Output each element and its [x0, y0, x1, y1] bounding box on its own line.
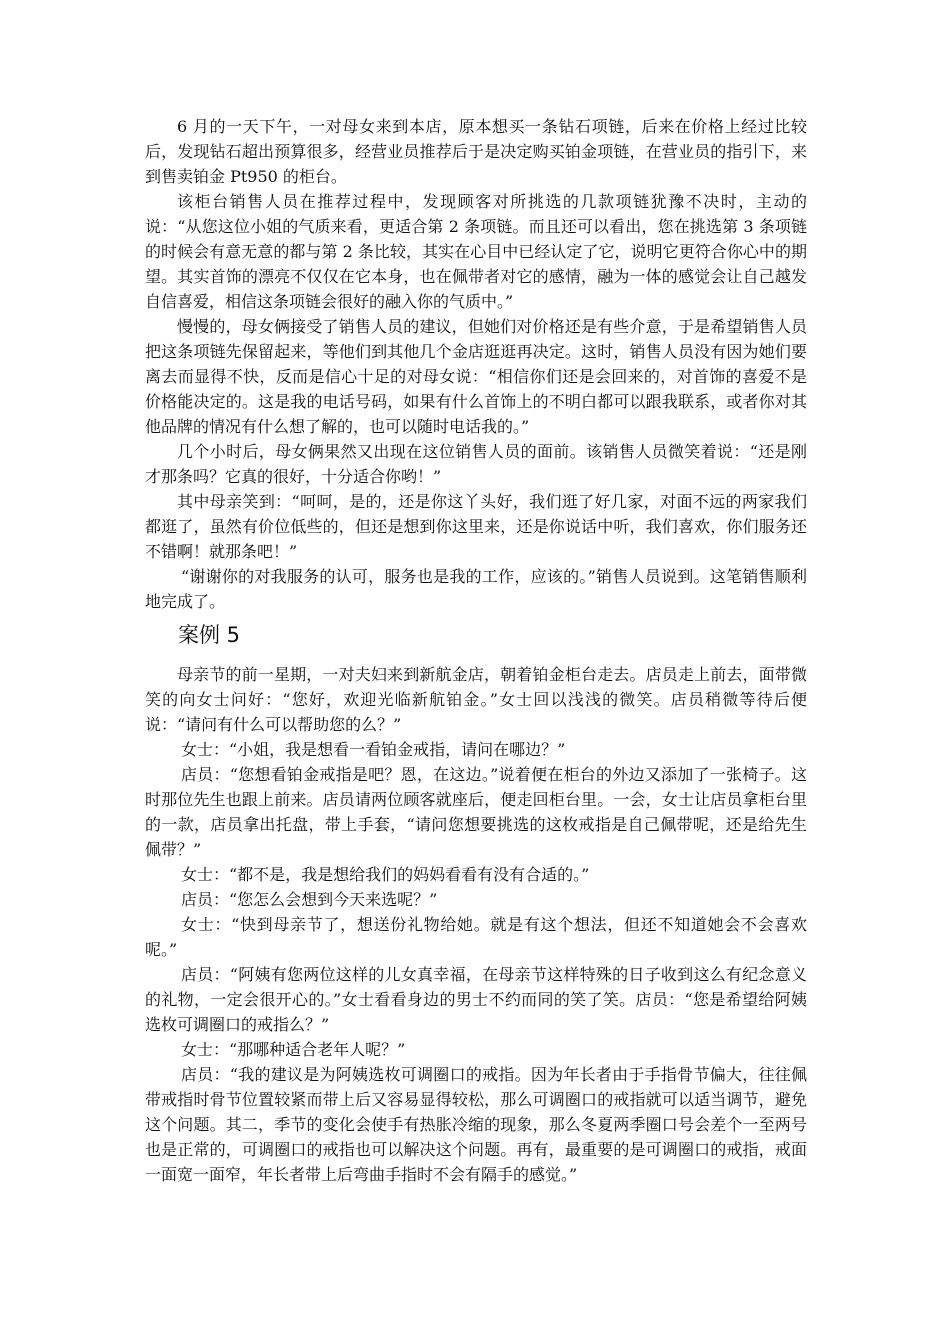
case-heading: 案例 5 — [178, 623, 241, 647]
paragraph-6: “谢谢你的对我服务的认可，服务也是我的工作，应该的。”销售人员说到。这笔销售顺利地完成了。 — [145, 567, 807, 611]
paragraph-3: 慢慢的，母女俩接受了销售人员的建议，但她们对价格还是有些介意，于是希望销售人员把这条项链先保留起来，等他们到其他几个金店逛逛再决定。这时，销售人员没有因为她们要离去而显得不快，反而是信心十足的对母女说：“相信你们还是会回来的，对首饰的喜爱不是价格能决定的。这是我的电话号码，如果有什么首饰上的不明白都可以跟我联系，或者你对其他品牌的情况有什么想了解的，也可以随时电话我的。” — [145, 317, 807, 436]
dialogue-line-7: 女士：“那哪种适合老年人呢？” — [181, 1040, 406, 1059]
dialogue-line-1: 女士：“小姐，我是想看一看铂金戒指，请问在哪边？” — [181, 740, 566, 759]
dialogue-line-4: 店员：“您怎么会想到今天来选呢？” — [181, 890, 438, 909]
paragraph-5: 其中母亲笑到：“呵呵，是的，还是你这丫头好，我们逛了好几家，对面不远的两家我们都逛了，虽然有价位低些的，但还是想到你这里来，还是你说话中听，我们喜欢，你们服务还不错啊！就那条吧！” — [145, 492, 807, 561]
dialogue-line-8: 店员：“我的建议是为阿姨选枚可调圈口的戒指。因为年长者由于手指骨节偏大，往往佩带戒指时骨节位置较紧而带上后又容易显得较松，那么可调圈口的戒指就可以适当调节，避免这个问题。其二，季节的变化会使手有热胀冷缩的现象，那么冬夏两季圈口号会差个一至两号也是正常的，可调圈口的戒指也可以解决这个问题。再有，最重要的是可调圈口的戒指，戒面一面宽一面窄，年长者带上后弯曲手指时不会有隔手的感觉。” — [145, 1065, 807, 1184]
paragraph-1: 6 月的一天下午，一对母女来到本店，原本想买一条钻石项链，后来在价格上经过比较后，发现钻石超出预算很多，经营业员推荐后于是决定购买铂金项链，在营业员的指引下，来到售卖铂金 Pt950 的柜台。 — [145, 117, 807, 186]
paragraph-7: 母亲节的前一星期，一对夫妇来到新航金店，朝着铂金柜台走去。店员走上前去，面带微笑的向女士问好：“您好，欢迎光临新航铂金。”女士回以浅浅的微笑。店员稍微等待后便说：“请问有什么可以帮助您的么？” — [145, 665, 807, 734]
paragraph-2: 该柜台销售人员在推荐过程中，发现顾客对所挑选的几款项链犹豫不决时，主动的说：“从您这位小姐的气质来看，更适合第 2 条项链。而且还可以看出，您在挑选第 3 条项链的时候会有意无意的都与第 2 条比较，其实在心目中已经认定了它，说明它更符合你心中的期望。其实首饰的漂亮不仅仅在它本身，也在佩带者对它的感情，融为一体的感觉会让自己越发自信喜爱，相信这条项链会很好的融入你的气质中。” — [145, 192, 807, 311]
dialogue-line-5: 女士：“快到母亲节了，想送份礼物给她。就是有这个想法，但还不知道她会不会喜欢呢。” — [145, 915, 807, 959]
paragraph-4: 几个小时后，母女俩果然又出现在这位销售人员的面前。该销售人员微笑着说：“还是刚才那条吗？它真的很好，十分适合你哟！” — [145, 442, 807, 486]
document-page — [145, 114, 807, 1187]
dialogue-line-6: 店员：“阿姨有您两位这样的儿女真幸福，在母亲节这样特殊的日子收到这么有纪念意义的礼物，一定会很开心的。”女士看看身边的男士不约而同的笑了笑。店员：“您是希望给阿姨选枚可调圈口的戒指么？” — [145, 965, 807, 1034]
dialogue-line-2: 店员：“您想看铂金戒指是吧？恩，在这边。”说着便在柜台的外边又添加了一张椅子。这时那位先生也跟上前来。店员请两位顾客就座后，便走回柜台里。一会，女士让店员拿柜台里的一款，店员拿出托盘，带上手套，“请问您想要挑选的这枚戒指是自己佩带呢，还是给先生佩带？” — [145, 765, 807, 859]
dialogue-line-3: 女士：“都不是，我是想给我们的妈妈看看有没有合适的。” — [181, 865, 590, 884]
